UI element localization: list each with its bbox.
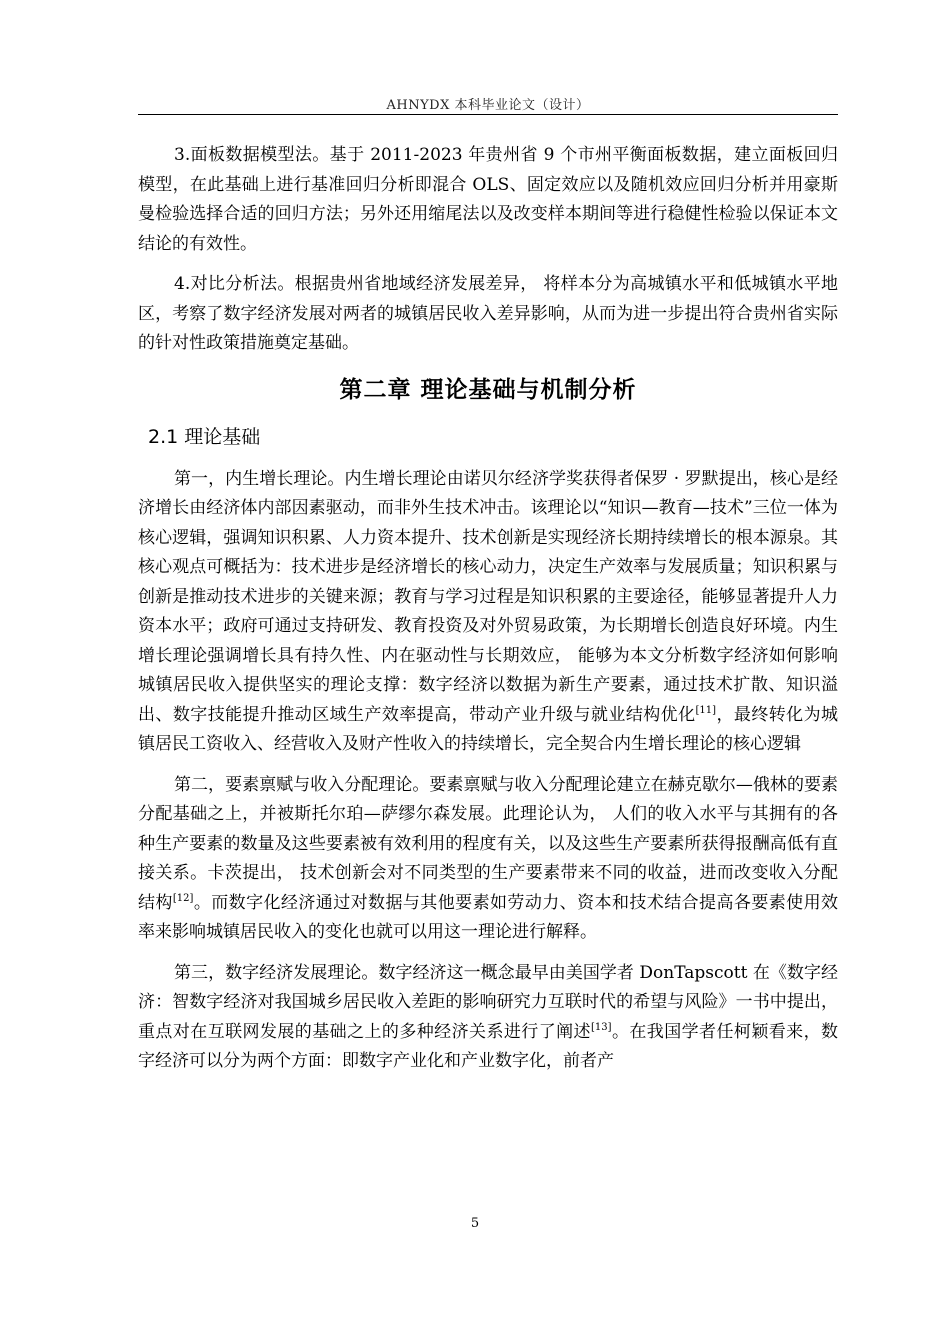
paragraph-text: 。而数字化经济通过对数据与其他要素如劳动力、资本和技术结合提高各要素使用效率来影响城镇居民收入的变化也就可以用这一理论进行解释。 [138,892,839,942]
citation-marker: [13] [590,1021,612,1033]
paragraph-text: 第一，内生增长理论。内生增长理论由诺贝尔经济学奖获得者保罗 · 罗默提出，核心是经济增长由经济体内部因素驱动，而非外生技术冲击。该理论以“知识—教育—技术”三位一体为核心逻辑，强调知识积累、人力资本提升、技术创新是实现经济长期持续增长的根本源泉。其核心观点可概括为：技术进步是经济增长的核心动力，决定生产效率与发展质量；知识积累与创新是推动技术进步的关键来源；教育与学习过程是知识积累的主要途径，能够显著提升人力资本水平；政府可通过支持研发、教育投资及对外贸易政策，为长期增长创造良好环境。内生增长理论强调增长具有持久性、内在驱动性与长期效应， 能够为本文分析数字经济如何影响城镇居民收入提供坚实的理论支撑：数字经济以数据为新生产要素，通过技术扩散、知识溢出、数字技能提升推动区域生产效率提高，带动产业升级与就业结构优化 [138,468,838,725]
header-divider [138,114,838,115]
paragraph-text: 第三，数字经济发展理论。数字经济这一概念最早由美国学者 DonTapscott 在《数字经济：智数字经济对我国城乡居民收入差距的影响研究力互联时代的希望与风险》一书中提出，重点对在互联网发展的基础之上的多种经济关系进行了阐述 [138,962,838,1042]
running-header: AHNYDX 本科毕业论文（设计） [386,98,590,113]
chapter-title: 第二章 理论基础与机制分析 [339,376,637,403]
page-number: 5 [470,1216,480,1231]
paragraph-text: ，最终转化为城镇居民工资收入、经营收入及财产性收入的持续增长，完全契合内生增长理论的核心逻辑 [138,704,839,754]
citation-marker: [12] [172,892,194,904]
paragraph-text: 。在我国学者任柯颖看来，数字经济可以分为两个方面：即数字产业化和产业数字化，前者产 [138,1021,839,1071]
citation-marker: [11] [695,704,717,716]
paragraph-factor-endowment [138,771,838,948]
paragraph-panel-data-method: 3.面板数据模型法。基于 2011-2023 年贵州省 9 个市州平衡面板数据，建立面板回归模型，在此基础上进行基准回归分析即混合 OLS、固定效应以及随机效应回归分析并用豪斯曼检验选择合适的回归方法；另外还用缩尾法以及改变样本期间等进行稳健性检验以保证本文结论的有效性。 [138,145,838,254]
paragraph-digital-economy [138,959,838,1077]
paragraph-text: 第二，要素禀赋与收入分配理论。要素禀赋与收入分配理论建立在赫克歇尔—俄林的要素分配基础之上，并被斯托尔珀—萨缪尔森发展。此理论认为， 人们的收入水平与其拥有的各种生产要素的数量及这些要素被有效利用的程度有关，以及这些生产要素所获得报酬高低有直接关系。卡茨提出， 技术创新会对不同类型的生产要素带来不同的收益，进而改变收入分配结构 [138,774,838,913]
section-title: 2.1 理论基础 [148,425,261,448]
paragraph-comparative-method: 4.对比分析法。根据贵州省地域经济发展差异， 将样本分为高城镇水平和低城镇水平地区，考察了数字经济发展对两者的城镇居民收入差异影响，从而为进一步提出符合贵州省实际的针对性政策措施奠定基础。 [138,274,838,353]
paragraph-endogenous-growth [138,465,838,760]
page-body [138,141,838,1088]
